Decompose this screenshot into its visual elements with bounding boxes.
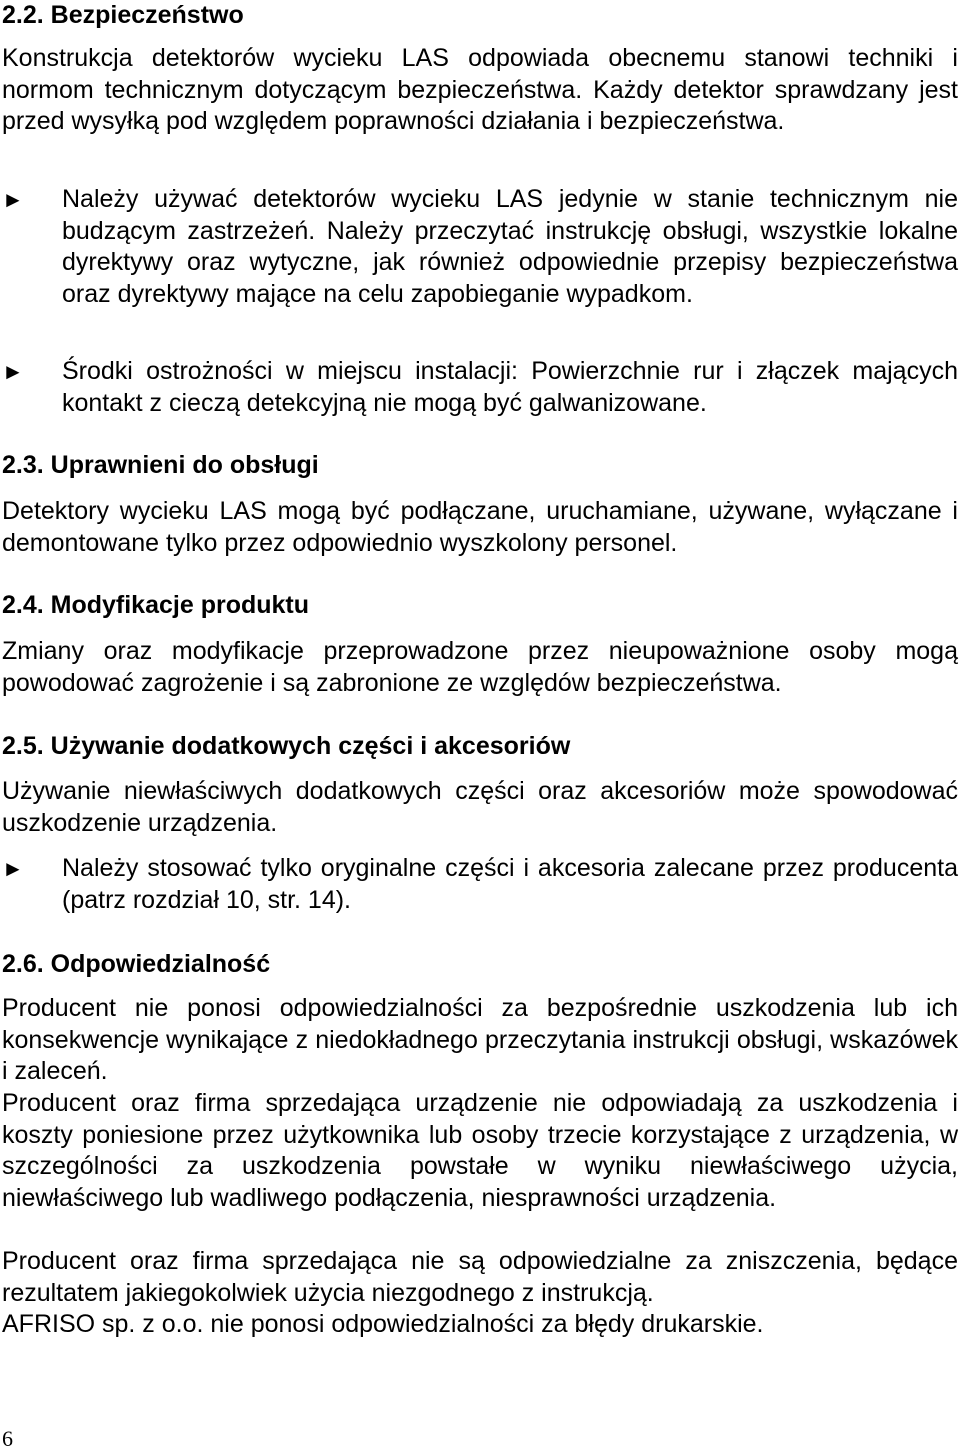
liability-paragraph-3: Producent oraz firma sprzedająca nie są odpowiedzialne za zniszczenia, będące rezultatem jakiegokolwiek użycia niezgodnego z instrukcją. — [2, 1247, 958, 1307]
bullet-arrow-icon: ► — [2, 856, 24, 881]
section-heading-modifications: 2.4. Modyfikacje produktu — [2, 591, 310, 619]
safety-bullet-2-text: Środki ostrożności w miejscu instalacji: Powierzchnie rur i złączek mających kontakt z cieczą detekcyjną nie mogą być galwanizowane. — [62, 357, 958, 417]
safety-bullet-1-text: Należy używać detektorów wycieku LAS jedynie w stanie technicznym nie budzącym zastrzeżeń. Należy przeczytać instrukcję obsługi, wszystkie lokalne dyrektywy oraz wytyczne, jak również odpowiednie przepisy bezpieczeństwa oraz dyrektywy mające na celu zapobieganie wypadkom. — [62, 185, 958, 308]
safety-paragraph: Konstrukcja detektorów wycieku LAS odpowiada obecnemu stanowi techniki i normom technicznym dotyczącym bezpieczeństwa. Każdy detektor sprawdzany jest przed wysyłką pod względem poprawności działania i bezpieczeństwa. — [2, 44, 958, 136]
authorized-paragraph: Detektory wycieku LAS mogą być podłączane, uruchamiane, używane, wyłączane i demontowane tylko przez odpowiednio wyszkolony personel. — [2, 497, 958, 557]
section-heading-authorized: 2.3. Uprawnieni do obsługi — [2, 451, 319, 479]
liability-paragraph-4: AFRISO sp. z o.o. nie ponosi odpowiedzialności za błędy drukarskie. — [2, 1310, 764, 1338]
page-number: 6 — [2, 1426, 13, 1451]
section-heading-safety: 2.2. Bezpieczeństwo — [2, 1, 244, 29]
accessories-bullet-1-text: Należy stosować tylko oryginalne części i akcesoria zalecane przez producenta (patrz rozdział 10, str. 14). — [62, 854, 958, 914]
bullet-arrow-icon: ► — [2, 187, 24, 212]
accessories-bullet-1 — [2, 853, 958, 916]
safety-bullet-1 — [2, 184, 958, 310]
liability-paragraph-2: Producent oraz firma sprzedająca urządzenie nie odpowiadają za uszkodzenia i koszty poniesione przez użytkownika lub osoby trzecie korzystające z urządzenia, w szczególności za uszkodzenia powstałe w wyniku niewłaściwego użycia, niewłaściwego lub wadliwego podłączenia, niesprawności urządzenia. — [2, 1089, 958, 1212]
safety-bullet-2 — [2, 356, 958, 419]
accessories-paragraph: Używanie niewłaściwych dodatkowych części oraz akcesoriów może spowodować uszkodzenie urządzenia. — [2, 777, 958, 837]
bullet-arrow-icon: ► — [2, 359, 24, 384]
section-heading-liability: 2.6. Odpowiedzialność — [2, 950, 271, 978]
section-heading-accessories: 2.5. Używanie dodatkowych części i akcesoriów — [2, 732, 571, 760]
modifications-paragraph: Zmiany oraz modyfikacje przeprowadzone przez nieupoważnione osoby mogą powodować zagrożenie i są zabronione ze względów bezpieczeństwa. — [2, 637, 958, 697]
liability-paragraph-1: Producent nie ponosi odpowiedzialności za bezpośrednie uszkodzenia lub ich konsekwencje wynikające z niedokładnego przeczytania instrukcji obsługi, wskazówek i zaleceń. — [2, 994, 958, 1086]
